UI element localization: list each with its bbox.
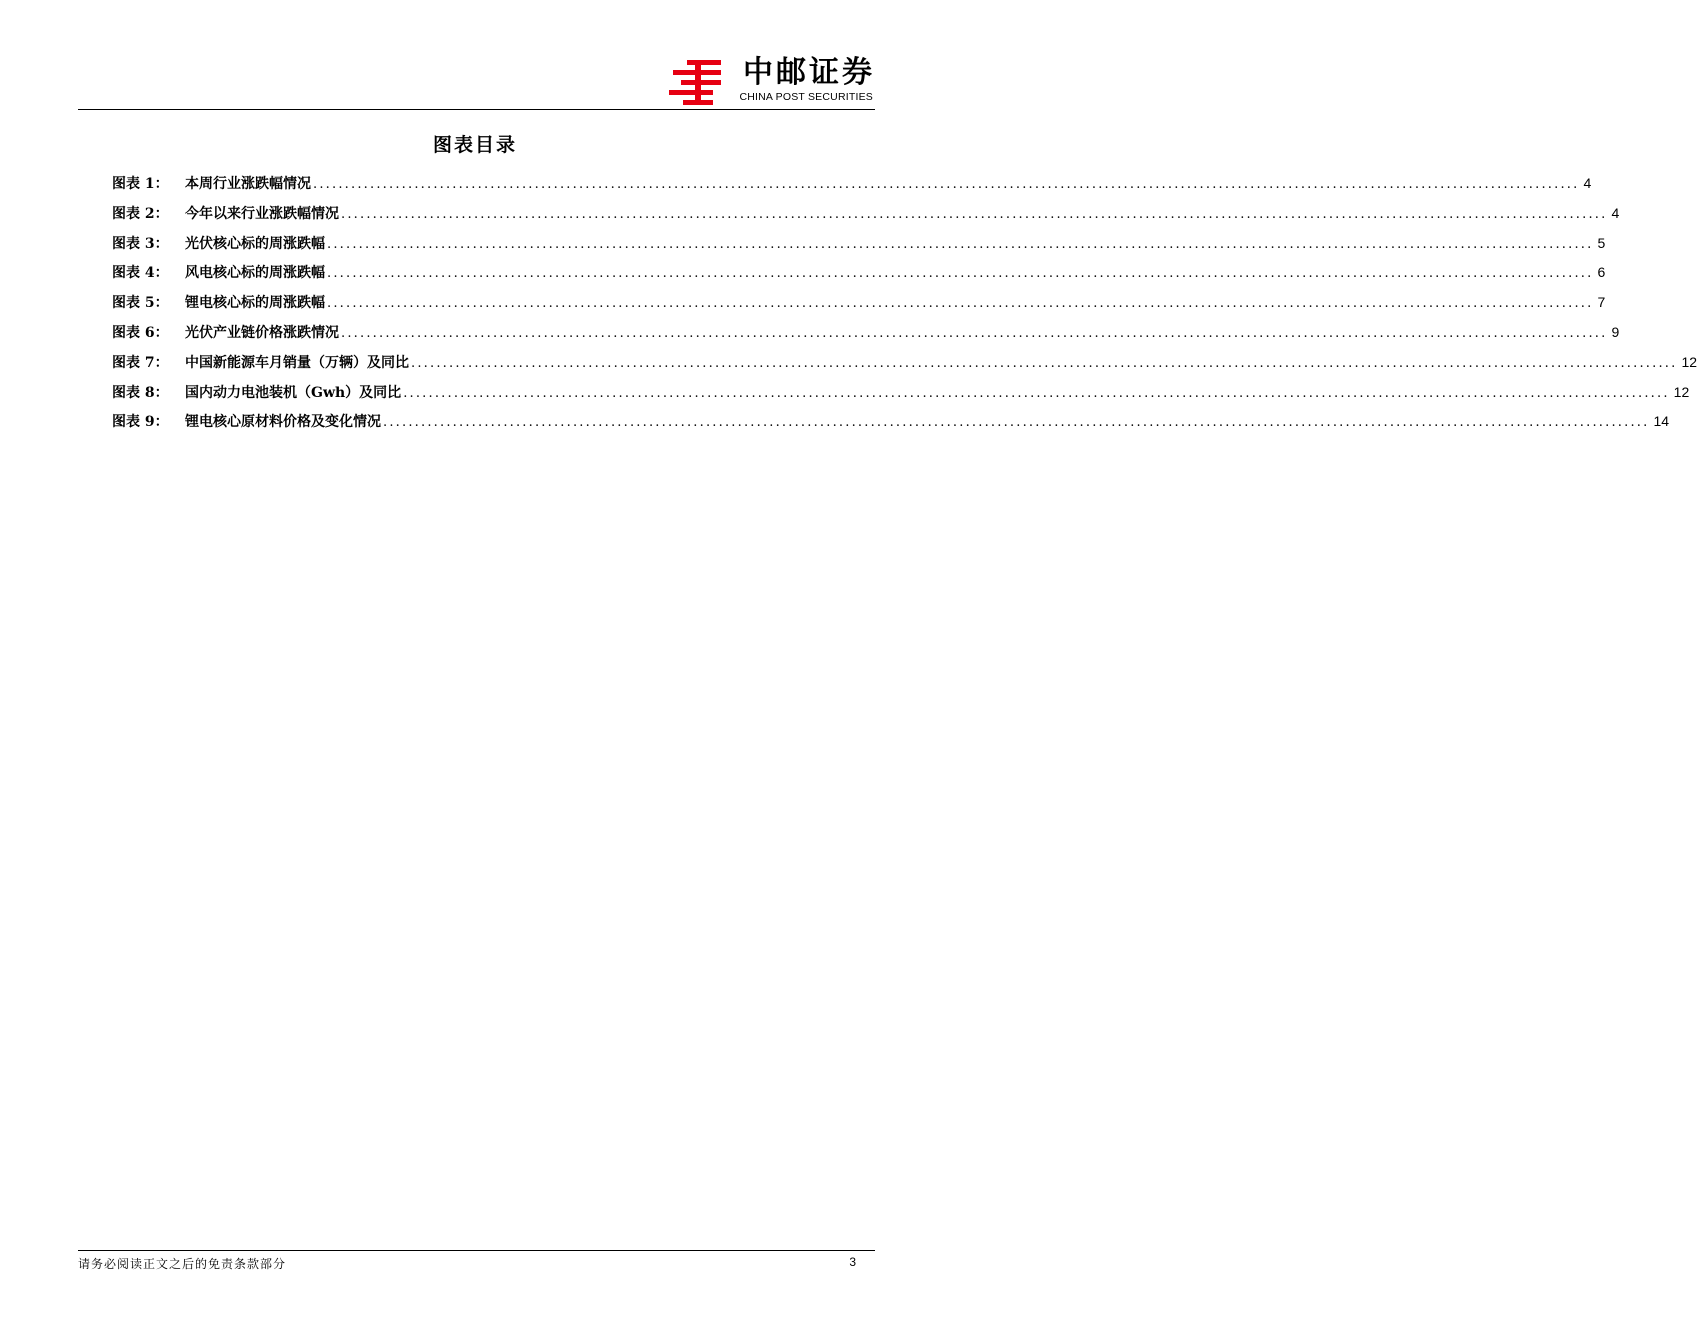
toc-leader-dots: ........................................................................................................................................................................................................ xyxy=(327,266,1594,282)
toc-entry-title: 国内动力电池装机（Gwh）及同比 xyxy=(185,384,402,401)
toc-entry-title: 光伏产业链价格涨跌情况 xyxy=(185,324,339,341)
page-header xyxy=(78,52,875,110)
toc-leader-dots: ........................................................................................................................................................................................................ xyxy=(341,206,1608,222)
toc-entry-page: 12 xyxy=(1681,353,1697,370)
table-of-figures xyxy=(112,172,1697,440)
toc-entry-label: 图表 9： xyxy=(112,414,169,431)
toc-entry-page: 7 xyxy=(1597,294,1606,311)
china-post-logo-icon xyxy=(669,58,725,108)
toc-leader-dots: ........................................................................................................................................................................................................ xyxy=(327,236,1594,252)
toc-entry[interactable] xyxy=(112,321,1620,351)
toc-entry-page: 12 xyxy=(1673,383,1690,400)
toc-leader-dots: ........................................................................................................................................................................................................ xyxy=(411,355,1678,371)
toc-entry[interactable] xyxy=(112,202,1620,232)
brand-name-cn: 中邮证券 xyxy=(743,55,875,90)
toc-entry-label: 图表 1： xyxy=(112,176,169,192)
toc-entry-title: 锂电核心标的周涨跌幅 xyxy=(185,295,325,312)
toc-entry-label: 图表 5： xyxy=(112,295,169,312)
toc-leader-dots: ........................................................................................................................................................................................................ xyxy=(341,325,1608,341)
toc-entry-title: 风电核心标的周涨跌幅 xyxy=(185,265,325,282)
header-divider xyxy=(78,109,875,110)
toc-entry-page: 5 xyxy=(1597,234,1606,251)
toc-entry-label: 图表 4： xyxy=(112,265,169,282)
toc-leader-dots: ........................................................................................................................................................................................................ xyxy=(313,177,1580,192)
footer-divider xyxy=(78,1250,875,1251)
brand-name-en: CHINA POST SECURITIES xyxy=(739,91,873,103)
toc-entry[interactable] xyxy=(112,291,1606,321)
toc-entry-label: 图表 3： xyxy=(112,235,169,252)
toc-entry-label: 图表 2： xyxy=(112,205,169,222)
toc-entry-title: 锂电核心原材料价格及变化情况 xyxy=(185,414,381,431)
toc-entry-page: 9 xyxy=(1611,323,1620,340)
toc-entry[interactable] xyxy=(112,261,1606,291)
toc-entry[interactable] xyxy=(112,172,1592,202)
toc-entry-title: 中国新能源车月销量（万辆）及同比 xyxy=(185,354,409,371)
toc-entry-label: 图表 8： xyxy=(112,384,169,401)
toc-entry-title: 今年以来行业涨跌幅情况 xyxy=(185,205,339,222)
toc-leader-dots: ........................................................................................................................................................................................................ xyxy=(403,385,1670,401)
toc-entry[interactable] xyxy=(112,410,1670,440)
page-number: 3 xyxy=(849,1255,856,1269)
toc-entry-page: 4 xyxy=(1583,175,1592,191)
toc-entry-title: 本周行业涨跌幅情况 xyxy=(185,176,311,192)
footer-disclaimer: 请务必阅读正文之后的免责条款部分 xyxy=(78,1257,287,1271)
toc-leader-dots: ........................................................................................................................................................................................................ xyxy=(383,415,1650,431)
toc-entry[interactable] xyxy=(112,351,1697,381)
toc-title: 图表目录 xyxy=(432,134,517,156)
toc-leader-dots: ........................................................................................................................................................................................................ xyxy=(327,296,1594,312)
toc-entry-page: 6 xyxy=(1597,264,1606,281)
toc-entry-label: 图表 7： xyxy=(112,354,169,371)
toc-entry[interactable] xyxy=(112,232,1606,262)
toc-entry[interactable] xyxy=(112,381,1690,411)
toc-entry-page: 4 xyxy=(1611,204,1620,221)
toc-entry-page: 14 xyxy=(1653,413,1670,430)
toc-entry-label: 图表 6： xyxy=(112,324,169,341)
toc-entry-title: 光伏核心标的周涨跌幅 xyxy=(185,235,325,252)
